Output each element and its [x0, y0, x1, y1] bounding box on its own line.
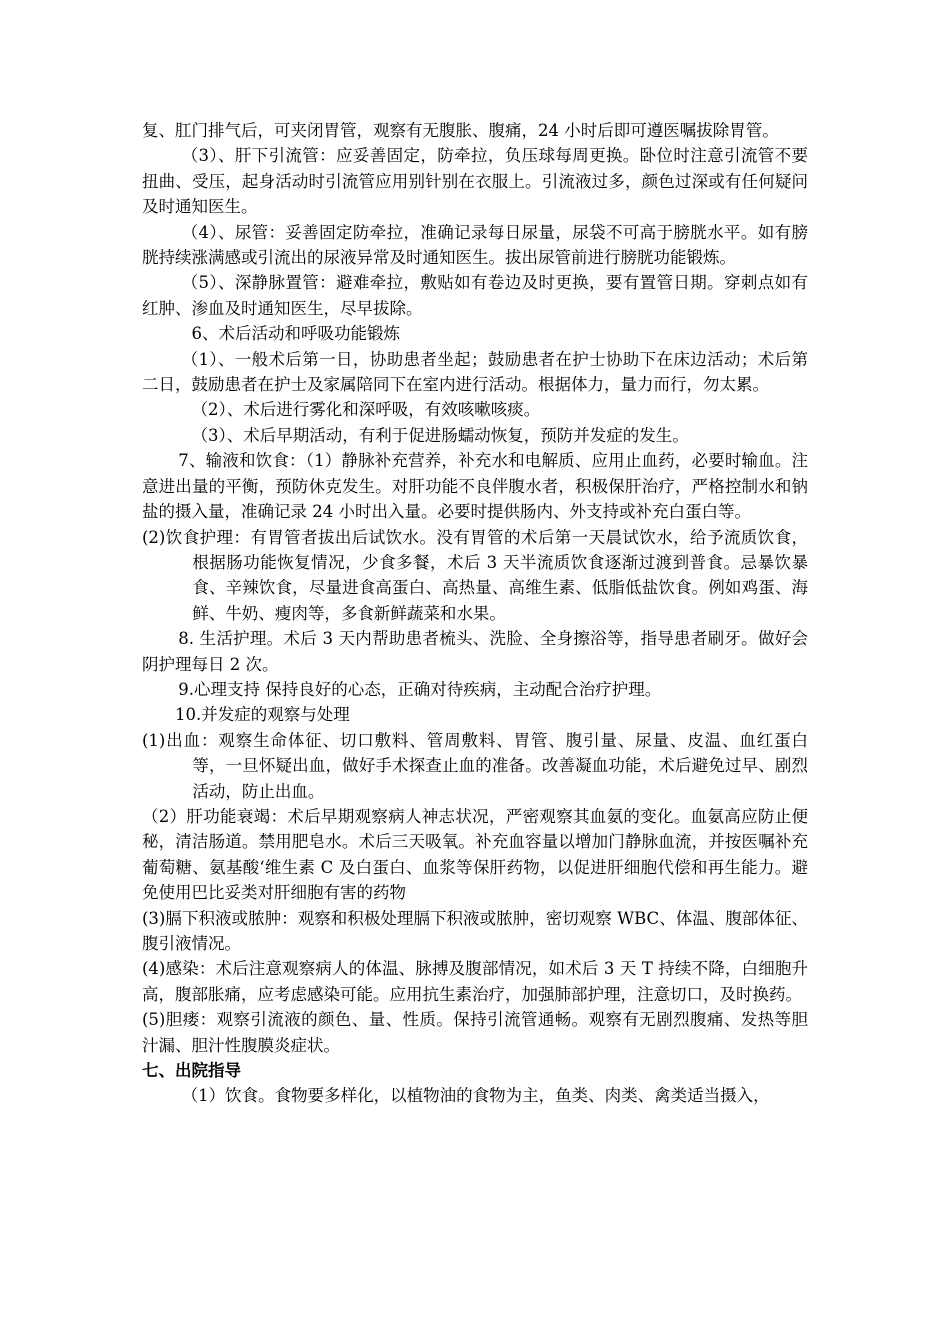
paragraph-discharge-diet: （1）饮食。食物要多样化，以植物油的食物为主，鱼类、肉类、禽类适当摄入，: [181, 1086, 770, 1106]
paragraph-liver-failure: （2）肝功能衰竭：术后早期观察病人神志状况，严密观察其血氨的变化。血氨高应防止便秘，清洁肠道。禁用肥皂水。术后三天吸氧。补充血容量以增加门静脉血流，并按医嘱补充葡萄糖、氨基酸‘维生素 C 及白蛋白、血浆等保肝药物，以促进肝细胞代偿和再生能力。避免使用巴比妥类对肝细胞有害的药物: [142, 806, 808, 903]
paragraph-bleeding: (1)出血：观察生命体征、切口敷料、管周敷料、胃管、腹引量、尿量、皮温、血红蛋白等，一旦怀疑出血，做好手术探查止血的准备。改善凝血功能，术后避免过早、剧烈活动，防止出血。: [142, 730, 808, 801]
paragraph-diet-care: (2)饮食护理：有胃管者拔出后试饮水。没有胃管的术后第一天晨试饮水，给予流质饮食，根据肠功能恢复情况，少食多餐，术后 3 天半流质饮食逐渐过渡到普食。忌暴饮暴食、辛辣饮食，尽量进食高蛋白、高热量、高维生素、低脂低盐饮食。例如鸡蛋、海鲜、牛奶、瘦肉等，多食新鲜蔬菜和水果。: [142, 527, 808, 623]
paragraph-bile-leak: (5)胆瘘：观察引流液的颜色、量、性质。保持引流管通畅。观察有无剧烈腹痛、发热等胆汁漏、胆汁性腹膜炎症状。: [142, 1010, 808, 1055]
paragraph-activity-1: （1）、一般术后第一日，协助患者坐起；鼓励患者在护士协助下在床边活动；术后第二日，鼓励患者在护士及家属陪同下在室内进行活动。根据体力，量力而行，勿太累。: [142, 349, 808, 395]
paragraph-liver-drain: （3）、肝下引流管：应妥善固定，防牵拉，负压球每周更换。卧位时注意引流管不要扭曲、受压，起身活动时引流管应用别针别在衣服上。引流液过多，颜色过深或有任何疑问及时通知医生。: [142, 146, 808, 217]
paragraph-daily-care: 8. 生活护理。术后 3 天内帮助患者梳头、洗脸、全身擦浴等，指导患者刷牙。做好会阴护理每日 2 次。: [142, 629, 808, 674]
section-heading-activity: 6、术后活动和呼吸功能锻炼: [191, 324, 400, 344]
paragraph-infusion-diet: 7、输液和饮食：（1）静脉补充营养，补充水和电解质、应用止血药，必要时输血。注意进出量的平衡，预防休克发生。对肝功能不良伴腹水者，积极保肝治疗，严格控制水和钠盐的摄入量，准确记录 24 小时出入量。必要时提供肠内、外支持或补充白蛋白等。: [142, 451, 808, 522]
paragraph-activity-3: （3）、术后早期活动，有利于促进肠蠕动恢复，预防并发症的发生。: [191, 425, 689, 445]
section-heading-complications: 10.并发症的观察与处理: [175, 705, 350, 725]
paragraph-urinary-catheter: （4）、尿管：妥善固定防牵拉，准确记录每日尿量，尿袋不可高于膀胱水平。如有膀胱持续涨满感或引流出的尿液异常及时通知医生。拔出尿管前进行膀胱功能锻炼。: [142, 222, 808, 268]
paragraph-psychological-support: 9.心理支持 保持良好的心态，正确对待疾病，主动配合治疗护理。: [178, 679, 662, 699]
paragraph-gastric-tube: 复、肛门排气后，可夹闭胃管，观察有无腹胀、腹痛，24 小时后即可遵医嘱拔除胃管。: [142, 121, 779, 140]
paragraph-infection: (4)感染：术后注意观察病人的体温、脉搏及腹部情况，如术后 3 天 T 持续不降，白细胞升高，腹部胀痛，应考虑感染可能。应用抗生素治疗，加强肺部护理，注意切口，及时换药。: [142, 959, 808, 1004]
paragraph-deep-vein-catheter: （5）、深静脉置管：避难牵拉，敷贴如有卷边及时更换，要有置管日期。穿刺点如有红肿、渗血及时通知医生，尽早拔除。: [142, 273, 808, 318]
paragraph-activity-2: （2）、术后进行雾化和深呼吸，有效咳嗽咳痰。: [191, 400, 541, 420]
section-heading-discharge: 七、出院指导: [142, 1061, 241, 1081]
paragraph-subphrenic-abscess: (3)膈下积液或脓肿：观察和积极处理膈下积液或脓肿，密切观察 WBC、体温、腹部体征、腹引液情况。: [142, 908, 808, 953]
